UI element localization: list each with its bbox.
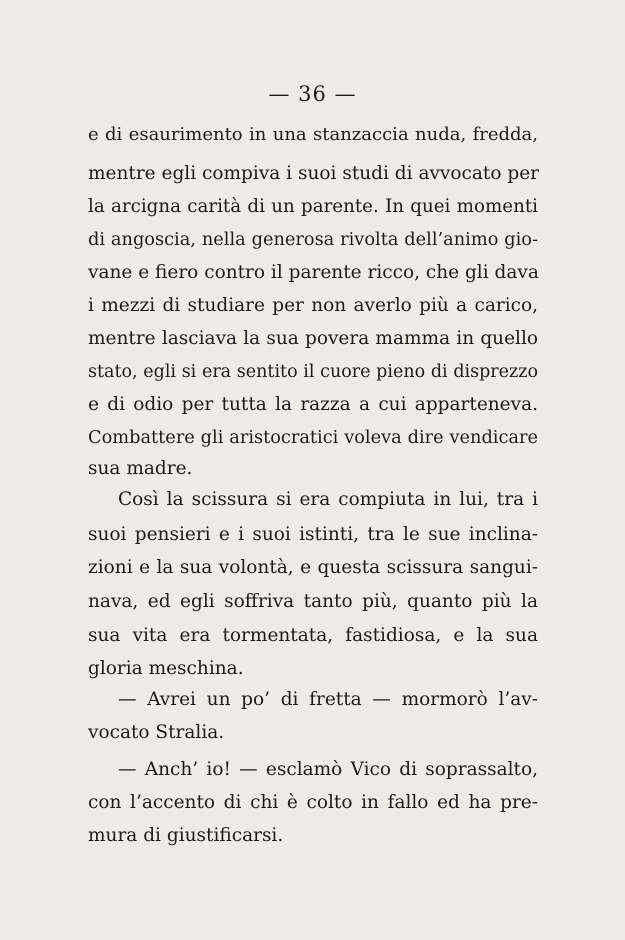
text-line: i mezzi di studiare per non averlo più a carico, <box>88 295 538 316</box>
text-line: e di esaurimento in una stanzaccia nuda, fredda, <box>88 124 538 145</box>
text-line: Così la scissura si era compiuta in lui, tra i <box>118 489 538 510</box>
text-line: nava, ed egli soffriva tanto più, quanto più la <box>88 591 538 612</box>
text-line: — Anch’ io! — esclamò Vico di soprassalto, <box>118 759 538 780</box>
text-line: con l’accento di chi è colto in fallo ed ha pre- <box>88 792 538 813</box>
text-line: Combattere gli aristocratici voleva dire vendicare <box>88 428 538 448</box>
text-line: la arcigna carità di un parente. In quei momenti <box>88 196 538 217</box>
text-line: vane e fiero contro il parente ricco, che gli dava <box>88 262 539 283</box>
text-line: stato, egli si era sentito il cuore pieno di disprezzo <box>88 362 538 382</box>
text-line: mentre egli compiva i suoi studi di avvocato per <box>88 163 539 184</box>
text-line: sua madre. <box>88 458 193 479</box>
text-line: suoi pensieri e i suoi istinti, tra le sue inclina- <box>88 524 538 545</box>
text-line: gloria meschina. <box>88 658 244 679</box>
text-line: di angoscia, nella generosa rivolta dell’animo gio- <box>88 230 538 250</box>
text-line: vocato Stralia. <box>88 722 225 743</box>
text-line: mentre lasciava la sua povera mamma in quello <box>88 328 538 349</box>
text-line: — Avrei un po’ di fretta — mormorò l’av- <box>118 689 538 710</box>
text-line: e di odio per tutta la razza a cui apparteneva. <box>88 394 538 415</box>
page-number: — 36 — <box>268 82 357 106</box>
text-line: sua vita era tormentata, fastidiosa, e la sua <box>88 625 538 646</box>
text-line: mura di giustificarsi. <box>88 825 284 846</box>
text-line: zioni e la sua volontà, e questa scissura sangui- <box>88 557 538 578</box>
